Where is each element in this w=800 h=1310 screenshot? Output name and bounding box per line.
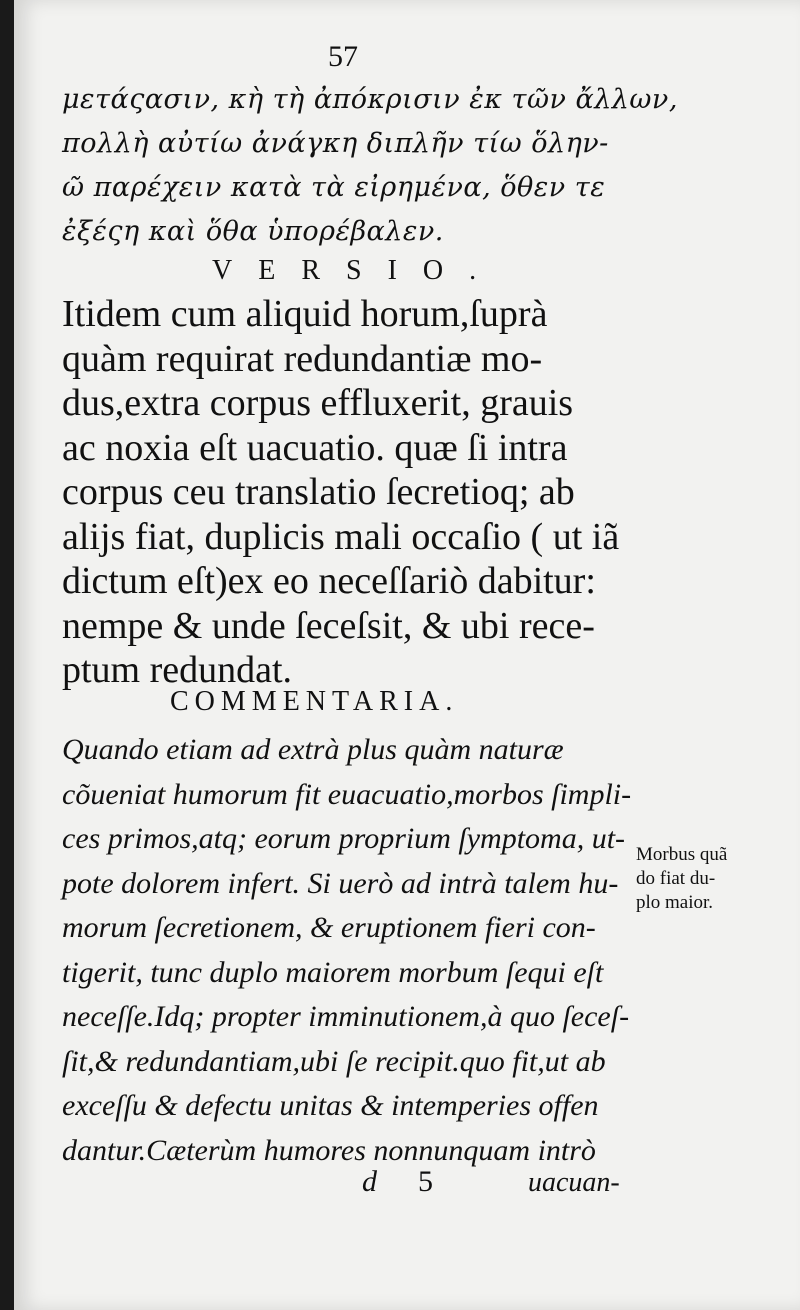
margin-note	[636, 843, 727, 915]
commentaria-line: tigerit, tunc duplo maiorem morbum ſequi eſt	[62, 955, 604, 989]
commentaria-line: dantur.Cæterùm humores nonnunquam intrò	[62, 1133, 596, 1167]
commentaria-line: cõueniat humorum fit euacuatio,morbos ſimpli-	[62, 777, 632, 811]
greek-line: ῶ παρέχειν κατὰ τὰ εἰρημένα, ὅθεν τε	[62, 172, 606, 203]
commentaria-line: ces primos,atq; eorum proprium ſymptoma, ut-	[62, 822, 626, 855]
versio-line: ac noxia eſt uacuatio. quæ ſi intra	[62, 426, 568, 469]
commentaria-line: Quando etiam ad extrà plus quàm naturæ	[62, 733, 564, 766]
signature-number: 5	[418, 1165, 433, 1198]
commentaria-line: ſit,& redundantiam,ubi ſe recipit.quo fit,ut ab	[62, 1044, 606, 1078]
versio-line: aliјs fiat, duplicis mali occaſio ( ut iã	[62, 515, 620, 558]
greek-line: ἐξέςη καὶ ὅθα ὑπορέβαλεν.	[62, 216, 444, 247]
margin-note-line: Morbus quã	[636, 844, 728, 865]
greek-text-block	[62, 78, 678, 254]
commentaria-line: exceſſu & defectu unitas & intemperies offen	[62, 1089, 599, 1122]
catchword: uacuan-	[528, 1167, 620, 1198]
greek-line: μετάςασιν, κὴ τὴ ἀπόκρισιν ἐκ τῶν ἄλλων,	[62, 84, 678, 115]
commentaria-line: neceſſe.Idq; propter imminutionem,à quo ſeceſ-	[62, 1000, 630, 1033]
book-page	[14, 0, 800, 1310]
margin-note-line: plo maior.	[636, 892, 714, 913]
versio-line: corpus ceu translatio ſecretioq; ab	[62, 471, 575, 513]
versio-heading: VERSIO.	[212, 255, 503, 286]
versio-line: Itidem cum aliquid horum,ſuprà	[62, 293, 548, 335]
commentaria-line: pote dolorem infert. Si uerò ad intrà talem hu-	[62, 866, 619, 900]
versio-line: quàm requirat redundantiæ mo-	[62, 337, 543, 380]
versio-line: dus,extra corpus effluxerit, grauis	[62, 382, 574, 424]
page-number: 57	[328, 40, 358, 73]
commentaria-line: morum ſecretionem, & eruptionem fieri con-	[62, 911, 596, 944]
margin-note-line: do fiat du-	[636, 868, 716, 889]
versio-line: dictum eſt)ex eo neceſſariò dabitur:	[62, 560, 596, 602]
signature-mark: d	[362, 1165, 377, 1198]
commentaria-heading: COMMENTARIA.	[170, 686, 459, 717]
versio-text-block	[62, 292, 652, 693]
versio-line: ptum redundat.	[62, 649, 293, 691]
versio-line: nempe & unde ſeceſsit, & ubi rece-	[62, 604, 595, 647]
greek-line: πολλὴ αὐτίω ἀνάγκη διπλῆν τίω ὅλην-	[62, 128, 609, 159]
commentaria-text-block	[62, 728, 642, 1173]
